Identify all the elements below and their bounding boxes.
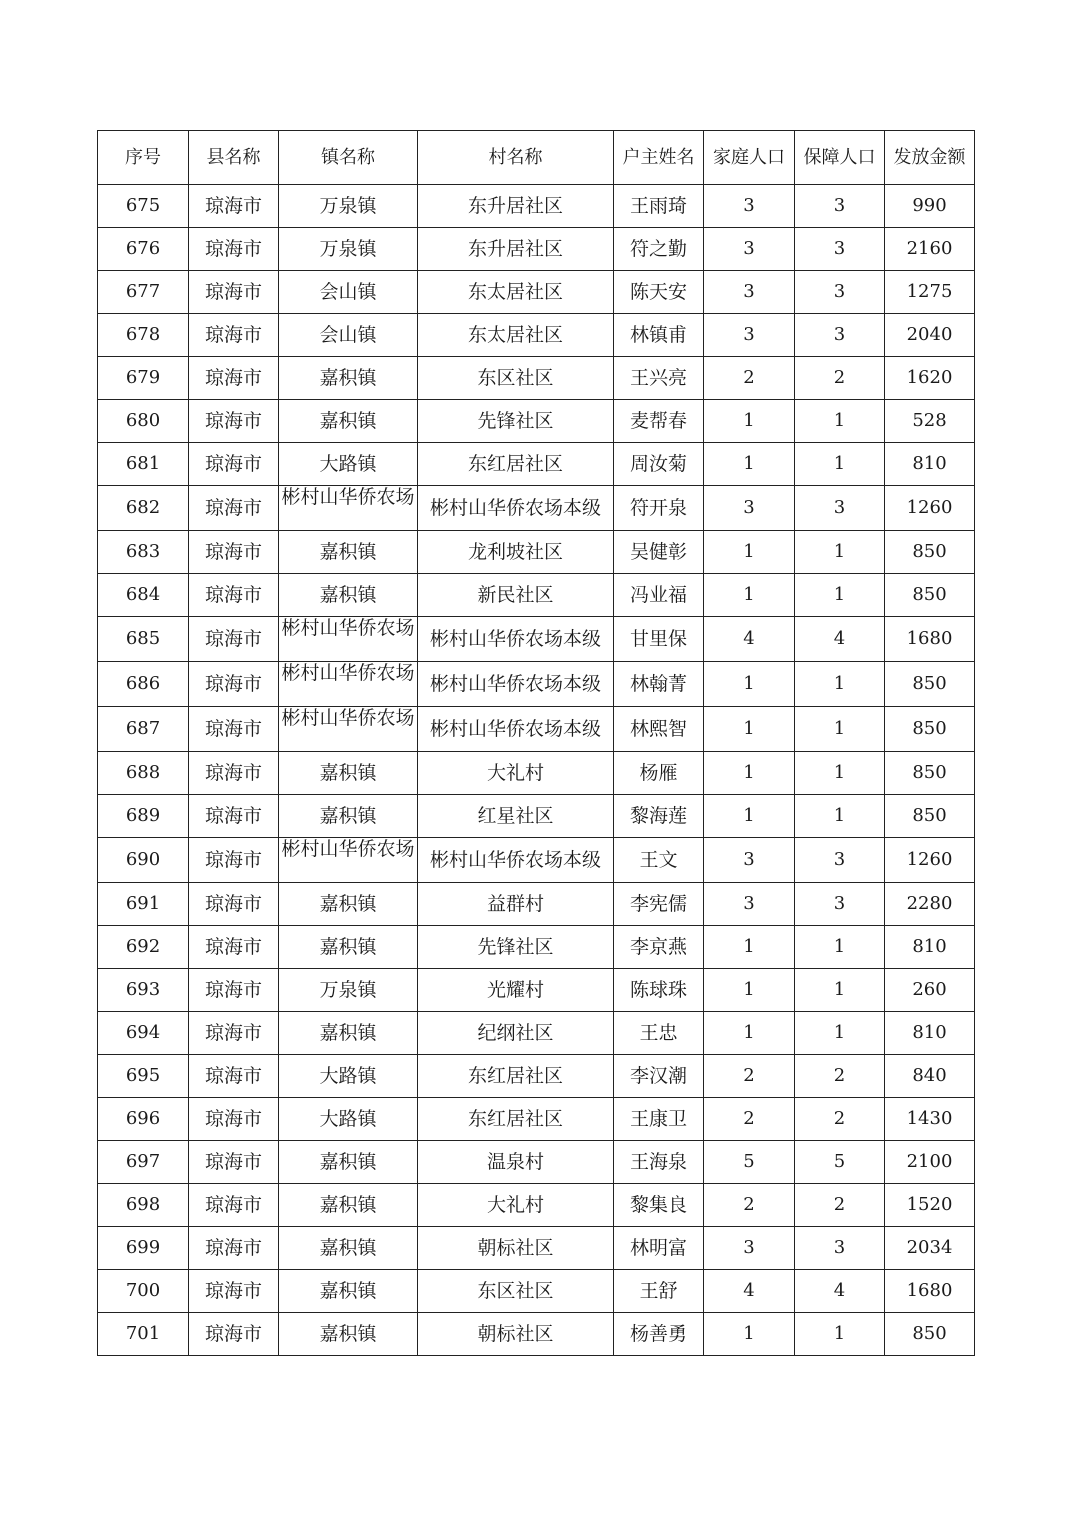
town-cell: 万泉镇 <box>279 969 418 1012</box>
town-cell: 嘉积镇 <box>279 574 418 617</box>
table-row <box>98 1227 975 1270</box>
town-cell: 嘉积镇 <box>279 883 418 926</box>
amount-cell: 850 <box>885 707 975 752</box>
covered-size-cell: 1 <box>795 752 885 795</box>
table-row <box>98 228 975 271</box>
householder-cell: 麦帮春 <box>614 400 704 443</box>
covered-size-cell: 1 <box>795 443 885 486</box>
county-cell: 琼海市 <box>189 1098 279 1141</box>
family-size-cell: 1 <box>704 707 795 752</box>
county-cell: 琼海市 <box>189 400 279 443</box>
family-size-cell: 3 <box>704 314 795 357</box>
householder-cell: 林镇甫 <box>614 314 704 357</box>
county-cell: 琼海市 <box>189 1270 279 1313</box>
town-cell: 嘉积镇 <box>279 1141 418 1184</box>
family-size-cell: 1 <box>704 574 795 617</box>
county-cell: 琼海市 <box>189 795 279 838</box>
table-row <box>98 969 975 1012</box>
covered-size-cell: 3 <box>795 1227 885 1270</box>
town-cell: 嘉积镇 <box>279 1184 418 1227</box>
amount-cell: 2160 <box>885 228 975 271</box>
householder-cell: 王海泉 <box>614 1141 704 1184</box>
amount-cell: 1680 <box>885 617 975 662</box>
serial-cell: 683 <box>98 531 189 574</box>
village-cell: 先锋社区 <box>418 400 614 443</box>
town-cell: 嘉积镇 <box>279 1227 418 1270</box>
householder-cell: 王兴亮 <box>614 357 704 400</box>
town-cell: 嘉积镇 <box>279 400 418 443</box>
amount-cell: 2100 <box>885 1141 975 1184</box>
covered-size-cell: 1 <box>795 969 885 1012</box>
householder-cell: 王舒 <box>614 1270 704 1313</box>
amount-cell: 850 <box>885 531 975 574</box>
amount-cell: 810 <box>885 926 975 969</box>
header-householder: 户主姓名 <box>614 131 704 185</box>
householder-cell: 甘里保 <box>614 617 704 662</box>
village-cell: 东红居社区 <box>418 1055 614 1098</box>
table-row <box>98 662 975 707</box>
county-cell: 琼海市 <box>189 185 279 228</box>
covered-size-cell: 3 <box>795 838 885 883</box>
family-size-cell: 3 <box>704 185 795 228</box>
serial-cell: 680 <box>98 400 189 443</box>
village-cell: 彬村山华侨农场本级 <box>418 662 614 707</box>
serial-cell: 692 <box>98 926 189 969</box>
covered-size-cell: 1 <box>795 531 885 574</box>
county-cell: 琼海市 <box>189 486 279 531</box>
serial-cell: 679 <box>98 357 189 400</box>
family-size-cell: 2 <box>704 1098 795 1141</box>
header-serial: 序号 <box>98 131 189 185</box>
covered-size-cell: 4 <box>795 617 885 662</box>
householder-cell: 王康卫 <box>614 1098 704 1141</box>
table-row <box>98 617 975 662</box>
covered-size-cell: 3 <box>795 228 885 271</box>
village-cell: 大礼村 <box>418 752 614 795</box>
village-cell: 东区社区 <box>418 357 614 400</box>
county-cell: 琼海市 <box>189 531 279 574</box>
family-size-cell: 3 <box>704 228 795 271</box>
covered-size-cell: 2 <box>795 357 885 400</box>
village-cell: 彬村山华侨农场本级 <box>418 838 614 883</box>
village-cell: 新民社区 <box>418 574 614 617</box>
county-cell: 琼海市 <box>189 883 279 926</box>
amount-cell: 1260 <box>885 486 975 531</box>
county-cell: 琼海市 <box>189 662 279 707</box>
village-cell: 纪纲社区 <box>418 1012 614 1055</box>
covered-size-cell: 5 <box>795 1141 885 1184</box>
town-cell: 会山镇 <box>279 314 418 357</box>
county-cell: 琼海市 <box>189 574 279 617</box>
town-cell: 大路镇 <box>279 1055 418 1098</box>
covered-size-cell: 3 <box>795 883 885 926</box>
table-row <box>98 1098 975 1141</box>
table-row <box>98 443 975 486</box>
table-row <box>98 795 975 838</box>
county-cell: 琼海市 <box>189 228 279 271</box>
village-cell: 益群村 <box>418 883 614 926</box>
county-cell: 琼海市 <box>189 1141 279 1184</box>
table-row <box>98 271 975 314</box>
county-cell: 琼海市 <box>189 1184 279 1227</box>
householder-cell: 李汉潮 <box>614 1055 704 1098</box>
serial-cell: 684 <box>98 574 189 617</box>
header-county: 县名称 <box>189 131 279 185</box>
table-row <box>98 1184 975 1227</box>
town-cell: 彬村山华侨农场 <box>279 707 418 752</box>
serial-cell: 691 <box>98 883 189 926</box>
county-cell: 琼海市 <box>189 838 279 883</box>
amount-cell: 850 <box>885 662 975 707</box>
table-row <box>98 707 975 752</box>
amount-cell: 2034 <box>885 1227 975 1270</box>
family-size-cell: 3 <box>704 838 795 883</box>
serial-cell: 687 <box>98 707 189 752</box>
covered-size-cell: 1 <box>795 1012 885 1055</box>
table-row <box>98 531 975 574</box>
covered-size-cell: 3 <box>795 185 885 228</box>
village-cell: 温泉村 <box>418 1141 614 1184</box>
table-header-row <box>98 131 975 185</box>
family-size-cell: 2 <box>704 357 795 400</box>
town-cell: 嘉积镇 <box>279 1012 418 1055</box>
county-cell: 琼海市 <box>189 314 279 357</box>
amount-cell: 850 <box>885 574 975 617</box>
county-cell: 琼海市 <box>189 1055 279 1098</box>
county-cell: 琼海市 <box>189 1227 279 1270</box>
table-row <box>98 1313 975 1356</box>
householder-cell: 王忠 <box>614 1012 704 1055</box>
serial-cell: 689 <box>98 795 189 838</box>
serial-cell: 686 <box>98 662 189 707</box>
covered-size-cell: 2 <box>795 1055 885 1098</box>
serial-cell: 696 <box>98 1098 189 1141</box>
header-family-size: 家庭人口 <box>704 131 795 185</box>
covered-size-cell: 1 <box>795 1313 885 1356</box>
family-size-cell: 1 <box>704 400 795 443</box>
town-cell: 嘉积镇 <box>279 795 418 838</box>
village-cell: 大礼村 <box>418 1184 614 1227</box>
covered-size-cell: 4 <box>795 1270 885 1313</box>
covered-size-cell: 1 <box>795 662 885 707</box>
town-cell: 嘉积镇 <box>279 1313 418 1356</box>
town-cell: 万泉镇 <box>279 228 418 271</box>
village-cell: 红星社区 <box>418 795 614 838</box>
table-row <box>98 1270 975 1313</box>
householder-cell: 王雨琦 <box>614 185 704 228</box>
family-size-cell: 3 <box>704 486 795 531</box>
family-size-cell: 1 <box>704 1313 795 1356</box>
village-cell: 彬村山华侨农场本级 <box>418 486 614 531</box>
covered-size-cell: 2 <box>795 1098 885 1141</box>
amount-cell: 260 <box>885 969 975 1012</box>
householder-cell: 符之勤 <box>614 228 704 271</box>
amount-cell: 850 <box>885 1313 975 1356</box>
town-cell: 大路镇 <box>279 1098 418 1141</box>
town-cell: 会山镇 <box>279 271 418 314</box>
table-row <box>98 314 975 357</box>
header-village: 村名称 <box>418 131 614 185</box>
covered-size-cell: 1 <box>795 707 885 752</box>
table-row <box>98 185 975 228</box>
village-cell: 朝标社区 <box>418 1313 614 1356</box>
village-cell: 东红居社区 <box>418 1098 614 1141</box>
covered-size-cell: 1 <box>795 926 885 969</box>
village-cell: 东红居社区 <box>418 443 614 486</box>
covered-size-cell: 1 <box>795 795 885 838</box>
amount-cell: 2280 <box>885 883 975 926</box>
village-cell: 彬村山华侨农场本级 <box>418 617 614 662</box>
village-cell: 光耀村 <box>418 969 614 1012</box>
householder-cell: 陈球珠 <box>614 969 704 1012</box>
family-size-cell: 4 <box>704 1270 795 1313</box>
serial-cell: 675 <box>98 185 189 228</box>
amount-cell: 850 <box>885 795 975 838</box>
serial-cell: 695 <box>98 1055 189 1098</box>
table-row <box>98 400 975 443</box>
town-cell: 大路镇 <box>279 443 418 486</box>
serial-cell: 690 <box>98 838 189 883</box>
householder-cell: 黎海莲 <box>614 795 704 838</box>
header-town: 镇名称 <box>279 131 418 185</box>
village-cell: 彬村山华侨农场本级 <box>418 707 614 752</box>
family-size-cell: 3 <box>704 271 795 314</box>
village-cell: 东区社区 <box>418 1270 614 1313</box>
amount-cell: 1520 <box>885 1184 975 1227</box>
family-size-cell: 4 <box>704 617 795 662</box>
table-row <box>98 1012 975 1055</box>
householder-cell: 冯业福 <box>614 574 704 617</box>
table-row <box>98 486 975 531</box>
town-cell: 嘉积镇 <box>279 926 418 969</box>
family-size-cell: 3 <box>704 883 795 926</box>
town-cell: 彬村山华侨农场 <box>279 838 418 883</box>
table-body <box>98 185 975 1356</box>
table-row <box>98 926 975 969</box>
county-cell: 琼海市 <box>189 443 279 486</box>
serial-cell: 699 <box>98 1227 189 1270</box>
village-cell: 东太居社区 <box>418 314 614 357</box>
county-cell: 琼海市 <box>189 1313 279 1356</box>
covered-size-cell: 3 <box>795 271 885 314</box>
amount-cell: 2040 <box>885 314 975 357</box>
amount-cell: 1430 <box>885 1098 975 1141</box>
county-cell: 琼海市 <box>189 707 279 752</box>
county-cell: 琼海市 <box>189 617 279 662</box>
householder-cell: 林明富 <box>614 1227 704 1270</box>
town-cell: 万泉镇 <box>279 185 418 228</box>
householder-cell: 杨雁 <box>614 752 704 795</box>
family-size-cell: 1 <box>704 926 795 969</box>
town-cell: 嘉积镇 <box>279 1270 418 1313</box>
amount-cell: 1680 <box>885 1270 975 1313</box>
town-cell: 彬村山华侨农场 <box>279 486 418 531</box>
family-size-cell: 2 <box>704 1184 795 1227</box>
town-cell: 彬村山华侨农场 <box>279 662 418 707</box>
village-cell: 先锋社区 <box>418 926 614 969</box>
covered-size-cell: 2 <box>795 1184 885 1227</box>
family-size-cell: 1 <box>704 662 795 707</box>
serial-cell: 677 <box>98 271 189 314</box>
amount-cell: 990 <box>885 185 975 228</box>
serial-cell: 682 <box>98 486 189 531</box>
family-size-cell: 2 <box>704 1055 795 1098</box>
village-cell: 东升居社区 <box>418 185 614 228</box>
town-cell: 嘉积镇 <box>279 357 418 400</box>
serial-cell: 698 <box>98 1184 189 1227</box>
amount-cell: 810 <box>885 1012 975 1055</box>
serial-cell: 700 <box>98 1270 189 1313</box>
amount-cell: 1260 <box>885 838 975 883</box>
header-amount: 发放金额 <box>885 131 975 185</box>
family-size-cell: 1 <box>704 795 795 838</box>
village-cell: 东升居社区 <box>418 228 614 271</box>
householder-cell: 符开泉 <box>614 486 704 531</box>
householder-cell: 杨善勇 <box>614 1313 704 1356</box>
serial-cell: 685 <box>98 617 189 662</box>
family-size-cell: 1 <box>704 531 795 574</box>
town-cell: 彬村山华侨农场 <box>279 617 418 662</box>
table-row <box>98 838 975 883</box>
serial-cell: 693 <box>98 969 189 1012</box>
table-row <box>98 1141 975 1184</box>
county-cell: 琼海市 <box>189 271 279 314</box>
covered-size-cell: 3 <box>795 314 885 357</box>
householder-cell: 周汝菊 <box>614 443 704 486</box>
county-cell: 琼海市 <box>189 1012 279 1055</box>
householder-cell: 林翰菁 <box>614 662 704 707</box>
householder-cell: 陈天安 <box>614 271 704 314</box>
village-cell: 朝标社区 <box>418 1227 614 1270</box>
family-size-cell: 1 <box>704 443 795 486</box>
header-covered-size: 保障人口 <box>795 131 885 185</box>
village-cell: 龙利坡社区 <box>418 531 614 574</box>
covered-size-cell: 1 <box>795 574 885 617</box>
amount-cell: 1275 <box>885 271 975 314</box>
family-size-cell: 3 <box>704 1227 795 1270</box>
serial-cell: 701 <box>98 1313 189 1356</box>
householder-cell: 王文 <box>614 838 704 883</box>
family-size-cell: 1 <box>704 1012 795 1055</box>
table-row <box>98 883 975 926</box>
serial-cell: 676 <box>98 228 189 271</box>
amount-cell: 850 <box>885 752 975 795</box>
table-row <box>98 574 975 617</box>
county-cell: 琼海市 <box>189 969 279 1012</box>
householder-cell: 林熙智 <box>614 707 704 752</box>
amount-cell: 840 <box>885 1055 975 1098</box>
serial-cell: 697 <box>98 1141 189 1184</box>
householder-cell: 李宪儒 <box>614 883 704 926</box>
serial-cell: 681 <box>98 443 189 486</box>
amount-cell: 1620 <box>885 357 975 400</box>
village-cell: 东太居社区 <box>418 271 614 314</box>
table-row <box>98 752 975 795</box>
amount-cell: 810 <box>885 443 975 486</box>
family-size-cell: 5 <box>704 1141 795 1184</box>
county-cell: 琼海市 <box>189 752 279 795</box>
family-size-cell: 1 <box>704 752 795 795</box>
family-size-cell: 1 <box>704 969 795 1012</box>
county-cell: 琼海市 <box>189 926 279 969</box>
covered-size-cell: 1 <box>795 400 885 443</box>
covered-size-cell: 3 <box>795 486 885 531</box>
town-cell: 嘉积镇 <box>279 531 418 574</box>
serial-cell: 694 <box>98 1012 189 1055</box>
householder-cell: 黎集良 <box>614 1184 704 1227</box>
table-row <box>98 1055 975 1098</box>
table-row <box>98 357 975 400</box>
amount-cell: 528 <box>885 400 975 443</box>
householder-cell: 吴健彰 <box>614 531 704 574</box>
householder-cell: 李京燕 <box>614 926 704 969</box>
allowance-table <box>97 130 975 1356</box>
serial-cell: 688 <box>98 752 189 795</box>
serial-cell: 678 <box>98 314 189 357</box>
county-cell: 琼海市 <box>189 357 279 400</box>
town-cell: 嘉积镇 <box>279 752 418 795</box>
